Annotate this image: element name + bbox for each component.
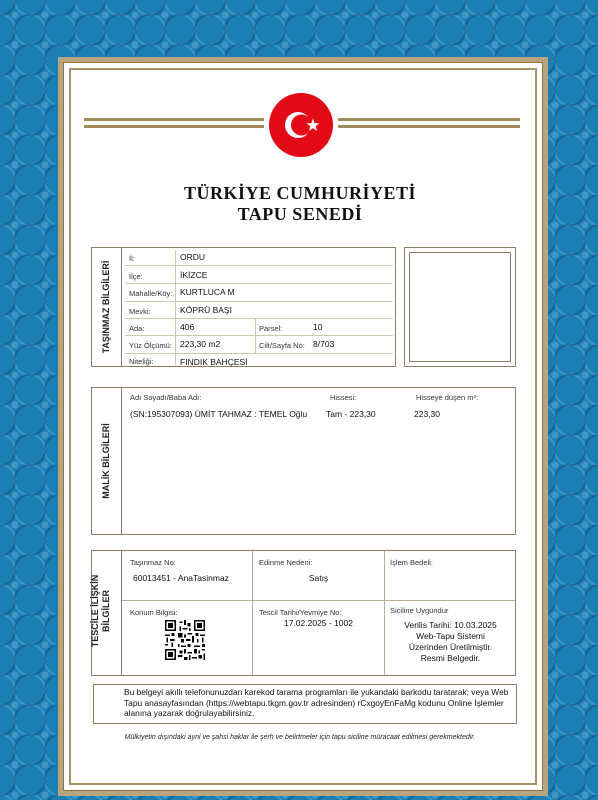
tescil-tarihi-value: 17.02.2025 - 1002 bbox=[283, 618, 353, 628]
malik-row-hisse: Tam - 223,30 bbox=[326, 409, 376, 419]
malik-row-m2: 223,30 bbox=[414, 409, 440, 419]
tasinmaz-section-label: TAŞINMAZ BİLGİLERİ bbox=[101, 260, 111, 354]
malik-section-label: MALİK BİLGİLERİ bbox=[101, 423, 111, 499]
verification-notice-text: Bu belgeyi akıllı telefonunuzdan karekod tarama programları ile yukandaki barkodu taratarak; veya Web Tapu anasayfasından (https://webtapu.tkgm.gov.tr adresinden) rCxgoyEnFaMg kodunu Online İşlemler alanına yazarak doğrulayabilirsiniz. bbox=[124, 687, 509, 718]
malik-row-name: (SN:195307093) ÜMİT TAHMAZ : TEMEL Oğlu bbox=[130, 409, 308, 419]
edinme-label: Edinme Nedeni: bbox=[259, 558, 313, 567]
mahalle-label: Mahalle/Köy: bbox=[129, 289, 173, 298]
document-title-line2: TAPU SENEDİ bbox=[237, 204, 363, 224]
malik-col-hisse: Hissesi: bbox=[330, 393, 357, 402]
gold-bar-left-bottom bbox=[84, 125, 264, 128]
yuzolcumu-value: 223,30 m2 bbox=[180, 339, 221, 349]
ilce-value: İKİZCE bbox=[180, 270, 208, 280]
photo-frame-inner bbox=[409, 252, 511, 362]
malik-col-name: Adı Soyadı/Baba Adı: bbox=[130, 393, 202, 402]
islem-label: İşlem Bedeli: bbox=[390, 558, 433, 567]
turkish-flag-emblem bbox=[269, 93, 333, 157]
tasinmaz-no-label: Taşınmaz No: bbox=[130, 558, 176, 567]
il-label: İl: bbox=[129, 254, 135, 263]
cilt-label: Cilt/Sayfa No: bbox=[259, 341, 305, 350]
sicil-line4: Resmi Belgedir. bbox=[420, 653, 481, 663]
sicil-line2: Web-Tapu Sistemi bbox=[416, 631, 485, 641]
tescil-section-label-line2: BİLGİLER bbox=[101, 590, 111, 632]
ada-label: Ada: bbox=[129, 324, 145, 333]
ada-value: 406 bbox=[180, 322, 195, 332]
tasinmaz-no-value: 60013451 - AnaTasinmaz bbox=[133, 573, 229, 583]
crescent-star-icon bbox=[269, 93, 333, 157]
parsel-label: Parsel: bbox=[259, 324, 283, 333]
gold-bar-right-top bbox=[338, 118, 520, 121]
sicil-line1: Verilis Tarihi: 10.03.2025 bbox=[404, 620, 497, 630]
niteligi-label: Niteliği: bbox=[129, 357, 154, 366]
gold-bar-right-bottom bbox=[338, 125, 520, 128]
parsel-value: 10 bbox=[313, 322, 323, 332]
sicil-line3: Üzerinden Üretilmiştir. bbox=[408, 642, 493, 652]
footer-note: Mülkiyetin dışındaki ayni ve şahsi haklar ile şerh ve belirtmeler için tapu siciline müracaat edilmesi gerekmektedir. bbox=[124, 734, 476, 741]
mahalle-value: KURTLUCA M bbox=[180, 287, 235, 297]
sicil-label: Siciline Uygundur bbox=[390, 606, 449, 615]
tescil-section-label bbox=[90, 551, 112, 671]
tescil-tarihi-label: Tescil Tarihi/Yevmiye No: bbox=[259, 608, 342, 617]
ilce-label: İlçe: bbox=[129, 272, 143, 281]
konum-label: Konum Bilgisi: bbox=[130, 608, 178, 617]
mevki-label: Mevki: bbox=[129, 307, 151, 316]
qr-code-icon[interactable] bbox=[165, 620, 205, 660]
cilt-value: 8/703 bbox=[313, 339, 335, 349]
gold-bar-left-top bbox=[84, 118, 264, 121]
edinme-value: Satış bbox=[308, 573, 329, 583]
il-value: ORDU bbox=[180, 252, 206, 262]
document-title-line1: TÜRKİYE CUMHURİYETİ bbox=[183, 183, 417, 203]
tescil-section-label-line1: TESCİLE İLİŞKİN bbox=[90, 574, 100, 648]
malik-col-m2: Hisseye düşen m²: bbox=[416, 393, 479, 402]
mevki-value: KÖPRÜ BAŞI bbox=[180, 305, 232, 315]
yuzolcumu-label: Yüz Ölçümü: bbox=[129, 341, 172, 350]
niteligi-value: FINDIK BAHÇESİ bbox=[180, 357, 248, 367]
